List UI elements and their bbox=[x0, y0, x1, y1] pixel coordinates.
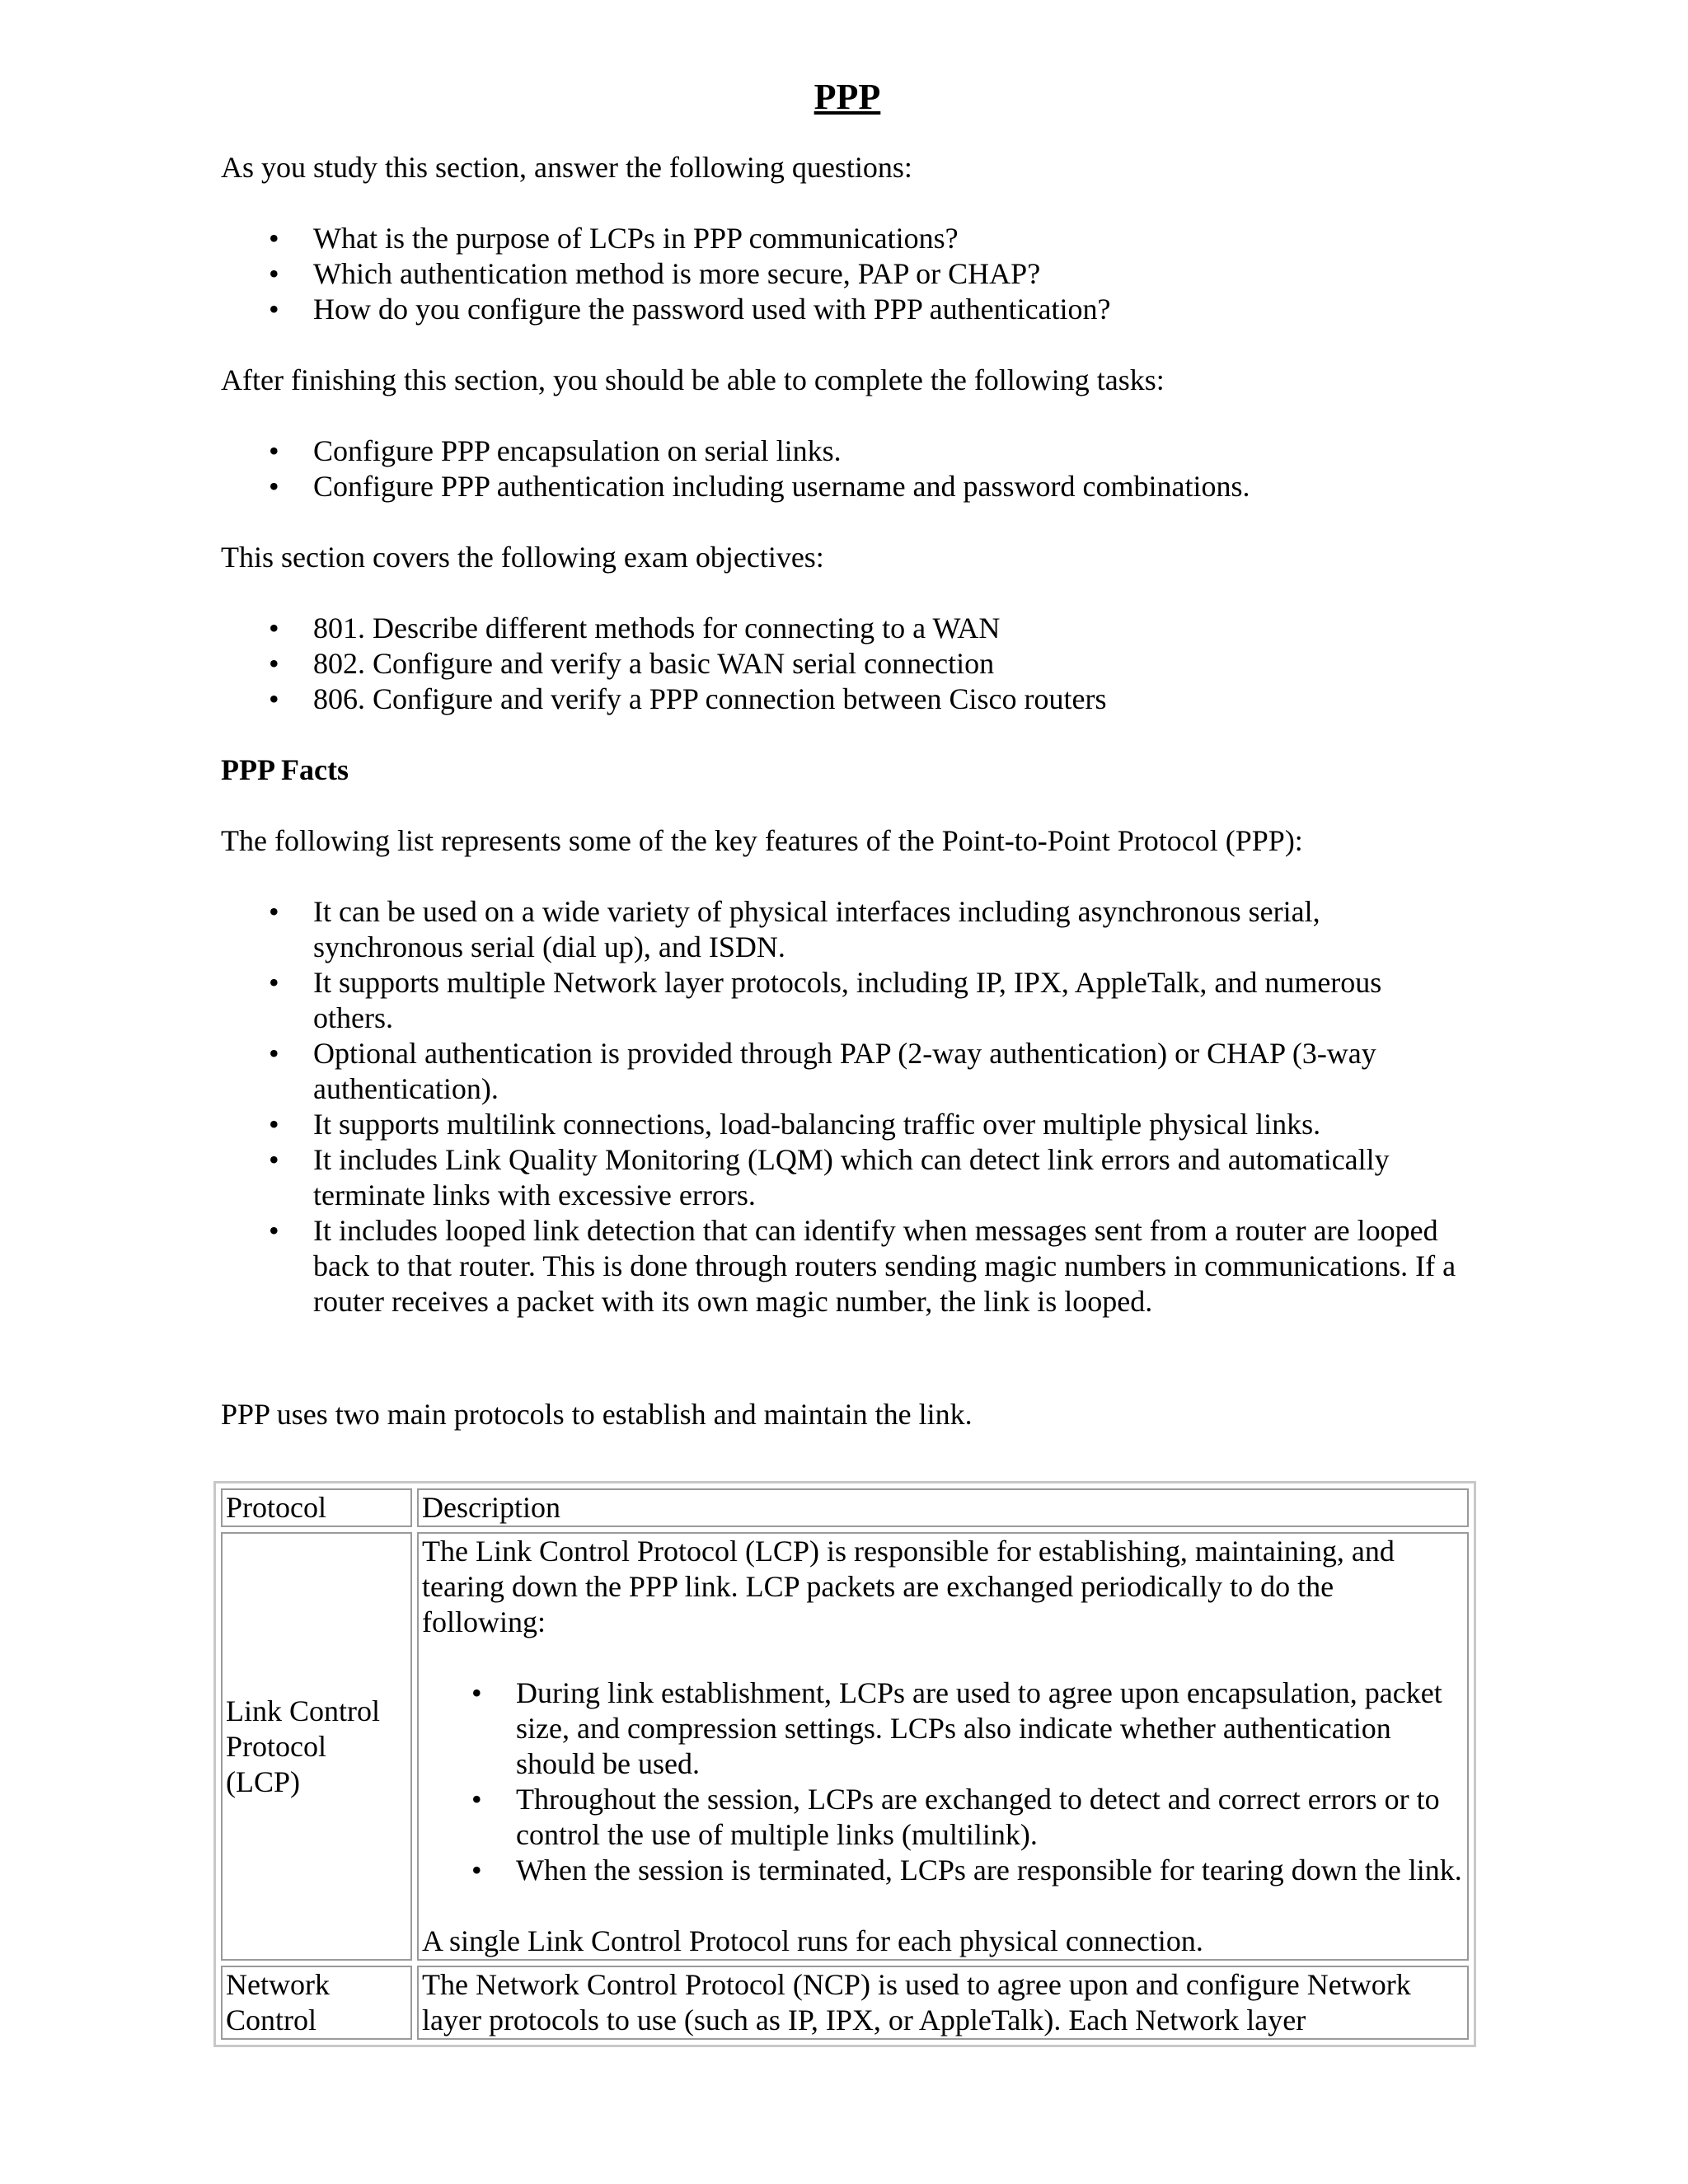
lcp-desc-intro: The Link Control Protocol (LCP) is responsible for establishing, maintaining, and tearing down the PPP link. LCP packets are exchanged periodically to do the following: bbox=[422, 1535, 1395, 1638]
header-protocol: Protocol bbox=[221, 1488, 412, 1527]
questions-intro: As you study this section, answer the following questions: bbox=[221, 151, 912, 184]
lcp-items bbox=[422, 1675, 1464, 1888]
list-item: • Configure PPP authentication including username and password combinations. bbox=[221, 469, 1457, 504]
tasks-intro: After finishing this section, you should be able to complete the following tasks: bbox=[221, 363, 1165, 396]
list-item: • 802. Configure and verify a basic WAN serial connection bbox=[221, 646, 1457, 682]
list-item: • Configure PPP encapsulation on serial links. bbox=[221, 434, 1457, 469]
list-item: • It includes Link Quality Monitoring (LQM) which can detect link errors and automatically terminate links with excessive errors. bbox=[221, 1142, 1465, 1213]
list-item: • 801. Describe different methods for connecting to a WAN bbox=[221, 611, 1457, 646]
table-row bbox=[221, 1532, 1469, 1961]
lcp-name: Link Control Protocol (LCP) bbox=[221, 1532, 412, 1961]
header-description: Description bbox=[417, 1488, 1469, 1527]
protocols-table bbox=[213, 1481, 1476, 2047]
lcp-description bbox=[417, 1532, 1469, 1961]
facts-list bbox=[221, 894, 1465, 1319]
list-item: • What is the purpose of LCPs in PPP communications? bbox=[221, 221, 1457, 256]
page-title: PPP bbox=[814, 77, 881, 117]
ncp-description: The Network Control Protocol (NCP) is used to agree upon and configure Network layer protocols to use (such as IP, IPX, or AppleTalk). Each Network layer bbox=[417, 1966, 1469, 2040]
list-item: • Throughout the session, LCPs are exchanged to detect and correct errors or to control the use of multiple links (multilink). bbox=[422, 1782, 1464, 1853]
table-header-row bbox=[221, 1488, 1469, 1527]
list-item: • It supports multiple Network layer protocols, including IP, IPX, AppleTalk, and numerous others. bbox=[221, 965, 1465, 1036]
list-item: • During link establishment, LCPs are used to agree upon encapsulation, packet size, and compression settings. LCPs also indicate whether authentication should be used. bbox=[422, 1675, 1464, 1782]
facts-heading: PPP Facts bbox=[221, 753, 349, 786]
facts-intro: The following list represents some of the key features of the Point-to-Point Protocol (PPP): bbox=[221, 824, 1303, 857]
list-item: • How do you configure the password used with PPP authentication? bbox=[221, 292, 1457, 327]
list-item: • It supports multilink connections, load-balancing traffic over multiple physical links. bbox=[221, 1107, 1465, 1142]
protocols-intro: PPP uses two main protocols to establish and maintain the link. bbox=[221, 1398, 973, 1431]
list-item: • Which authentication method is more secure, PAP or CHAP? bbox=[221, 256, 1457, 292]
list-item: • It includes looped link detection that can identify when messages sent from a router are looped back to that router. This is done through routers sending magic numbers in communications. If a router receives a packet with its own magic number, the link is looped. bbox=[221, 1213, 1465, 1319]
tasks-list bbox=[221, 434, 1457, 504]
ncp-name: Network Control bbox=[221, 1966, 412, 2040]
list-item: • When the session is terminated, LCPs are responsible for tearing down the link. bbox=[422, 1853, 1464, 1888]
objectives-list bbox=[221, 611, 1457, 717]
lcp-desc-outro: A single Link Control Protocol runs for each physical connection. bbox=[422, 1924, 1203, 1957]
list-item: • 806. Configure and verify a PPP connection between Cisco routers bbox=[221, 682, 1457, 717]
list-item: • It can be used on a wide variety of physical interfaces including asynchronous serial, synchronous serial (dial up), and ISDN. bbox=[221, 894, 1465, 965]
list-item: • Optional authentication is provided through PAP (2-way authentication) or CHAP (3-way authentication). bbox=[221, 1036, 1465, 1107]
objectives-intro: This section covers the following exam objectives: bbox=[221, 541, 824, 574]
table-row bbox=[221, 1966, 1469, 2040]
questions-list bbox=[221, 221, 1457, 327]
